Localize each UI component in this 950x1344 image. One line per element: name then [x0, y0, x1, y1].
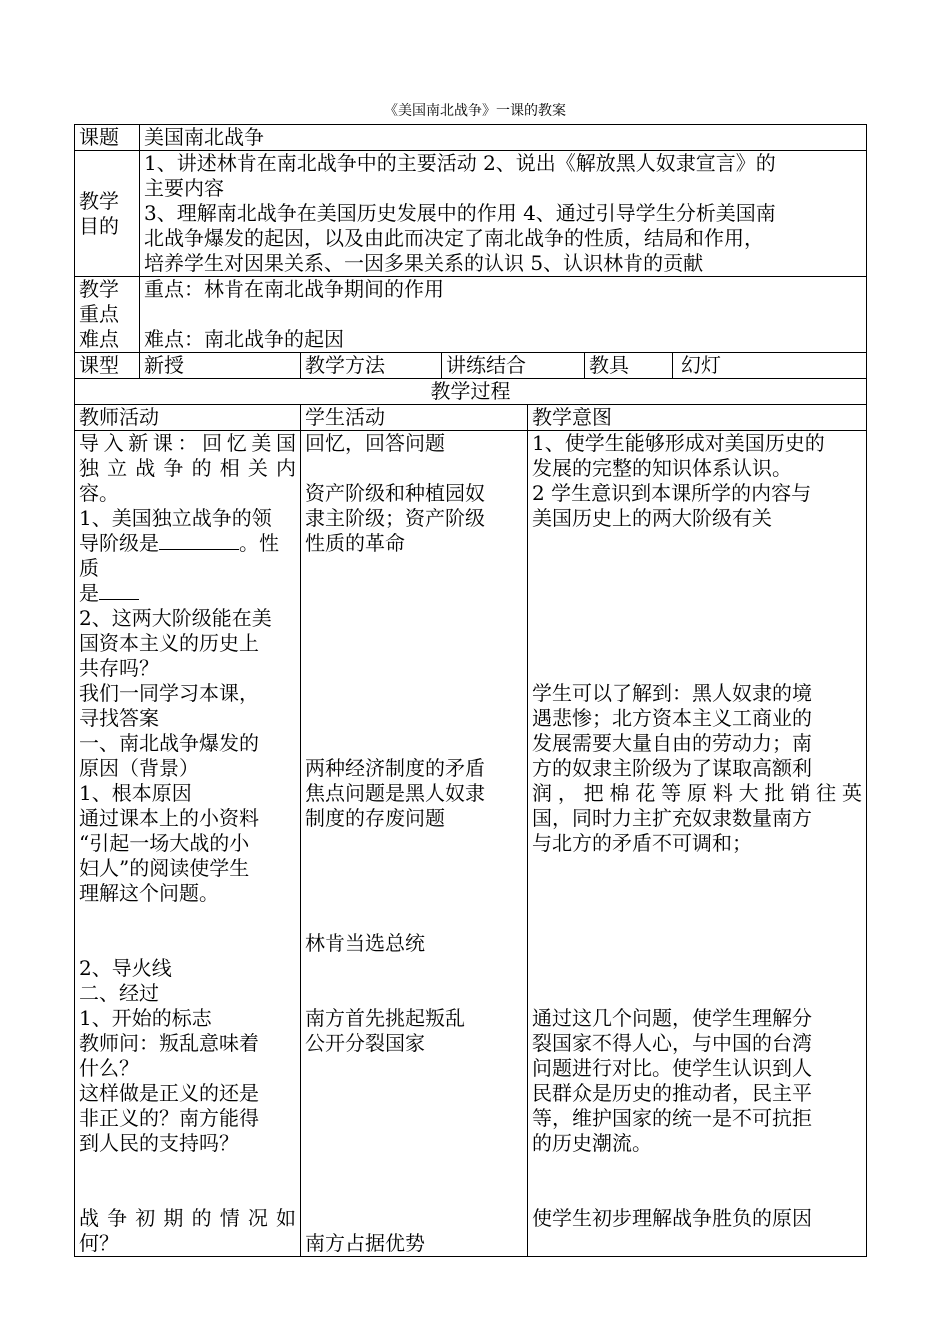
tools-label: 教具 [585, 353, 673, 378]
student-line: 公开分裂国家 [305, 1031, 425, 1055]
teacher-line: 非正义的？南方能得 [79, 1106, 259, 1130]
teacher-text: 。性质 [79, 531, 279, 580]
teacher-line: 国资本主义的历史上 [79, 631, 259, 655]
teacher-line-blank [79, 581, 296, 606]
intent-line: 问题进行对比。使学生认识到人 [532, 1056, 812, 1080]
intent-line: 遇悲惨；北方资本主义工商业的 [532, 706, 812, 730]
intent-line: 裂国家不得人心，与中国的台湾 [532, 1031, 812, 1055]
intent-line: 发展的完整的知识体系认识。 [532, 456, 792, 480]
teacher-line: 2、导火线 [79, 956, 172, 980]
intent-line: 1、使学生能够形成对美国历史的 [532, 431, 825, 455]
tools-value: 幻灯 [681, 353, 721, 377]
teacher-line: 1、美国独立战争的领 [79, 506, 272, 530]
teacher-line: 什么？ [79, 1056, 139, 1080]
difficulty-text: 难点：南北战争的起因 [144, 327, 344, 351]
fill-blank[interactable] [99, 581, 139, 600]
teacher-line: 教师问：叛乱意味着 [79, 1031, 259, 1055]
lesson-type-label: 课型 [75, 353, 140, 379]
key-points-label: 教学重点难点 [75, 277, 140, 353]
goals-content [140, 151, 867, 277]
teacher-text: 是 [79, 581, 99, 605]
topic-value: 美国南北战争 [140, 125, 867, 151]
goals-line-2: 主要内容 [144, 176, 224, 200]
intent-line: 国，同时力主扩充奴隶数量南方 [532, 806, 812, 830]
student-line: 林肯当选总统 [305, 931, 425, 955]
intent-line: 的历史潮流。 [532, 1131, 652, 1155]
goals-line-1: 1、讲述林肯在南北战争中的主要活动 2、说出《解放黑人奴隶宣言》的 [144, 151, 776, 175]
teacher-line: 一、南北战争爆发的 [79, 731, 259, 755]
goals-label: 教学目的 [75, 151, 140, 277]
fill-blank[interactable] [159, 531, 239, 550]
method-value: 讲练结合 [442, 353, 585, 379]
teacher-line: 容。 [79, 481, 119, 505]
intent-line: 润，把棉花等原料大批销往英 [532, 781, 863, 805]
teacher-line: 共存吗？ [79, 656, 159, 680]
goals-line-5: 培养学生对因果关系、一因多果关系的认识 5、认识林肯的贡献 [144, 251, 704, 275]
teacher-line: 理解这个问题。 [79, 881, 219, 905]
student-line: 南方占据优势 [305, 1231, 425, 1255]
key-points-content [140, 277, 867, 353]
teacher-line: 我们一同学习本课， [79, 681, 259, 705]
teacher-line: 2、这两大阶级能在美 [79, 606, 272, 630]
goals-line-3: 3、理解南北战争在美国历史发展中的作用 4、通过引导学生分析美国南 [144, 201, 776, 225]
teacher-line: 寻找答案 [79, 706, 159, 730]
goals-line-4: 北战争爆发的起因，以及由此而决定了南北战争的性质，结局和作用， [144, 226, 764, 250]
student-line: 南方首先挑起叛乱 [305, 1006, 465, 1030]
student-line: 性质的革命 [305, 531, 405, 555]
teacher-line: 通过课本上的小资料 [79, 806, 259, 830]
process-header: 教学过程 [75, 379, 867, 405]
teacher-text: 导阶级是 [79, 531, 159, 555]
focus-text: 重点：林肯在南北战争期间的作用 [144, 277, 444, 301]
student-line: 回忆，回答问题 [305, 431, 445, 455]
teaching-intent [528, 431, 867, 1257]
teacher-line: 何？ [79, 1231, 119, 1255]
method-label: 教学方法 [301, 353, 442, 379]
col-teacher-header: 教师活动 [75, 405, 301, 431]
teacher-line: 1、根本原因 [79, 781, 192, 805]
intent-line: 学生可以了解到：黑人奴隶的境 [532, 681, 812, 705]
intent-line: 通过这几个问题，使学生理解分 [532, 1006, 812, 1030]
teacher-line: 这样做是正义的还是 [79, 1081, 259, 1105]
intent-line: 2 学生意识到本课所学的内容与 [532, 481, 812, 505]
teacher-line: 导入新课：回忆美国 [79, 431, 296, 455]
student-line: 隶主阶级；资产阶级 [305, 506, 485, 530]
teacher-line-blank [79, 531, 296, 581]
teacher-line: 原因（背景） [79, 756, 199, 780]
document-title: 《美国南北战争》一课的教案 [384, 103, 566, 119]
lesson-plan-table [74, 124, 867, 1257]
row-column-headers [75, 405, 867, 431]
row-process-header [75, 379, 867, 405]
row-process-body [75, 431, 867, 1257]
student-line: 制度的存废问题 [305, 806, 445, 830]
teacher-activities [75, 431, 301, 1257]
row-key-points [75, 277, 867, 353]
intent-line: 美国历史上的两大阶级有关 [532, 506, 772, 530]
student-line: 资产阶级和种植园奴 [305, 481, 485, 505]
intent-line: 发展需要大量自由的劳动力；南 [532, 731, 812, 755]
teacher-line: 妇人”的阅读使学生 [79, 856, 250, 880]
row-goals [75, 151, 867, 277]
col-student-header: 学生活动 [301, 405, 528, 431]
intent-line: 与北方的矛盾不可调和； [532, 831, 752, 855]
intent-line: 民群众是历史的推动者，民主平 [532, 1081, 812, 1105]
lesson-type-value: 新授 [140, 353, 301, 379]
student-line: 焦点问题是黑人奴隶 [305, 781, 485, 805]
teacher-line: 1、开始的标志 [79, 1006, 212, 1030]
student-line: 两种经济制度的矛盾 [305, 756, 485, 780]
teacher-line: 二、经过 [79, 981, 159, 1005]
col-intent-header: 教学意图 [528, 405, 867, 431]
teacher-line: 战争初期的情况如 [79, 1206, 296, 1230]
topic-label: 课题 [75, 125, 140, 151]
teacher-line: 到人民的支持吗？ [79, 1131, 239, 1155]
row-topic [75, 125, 867, 151]
row-lesson-type [75, 353, 867, 379]
teacher-line: “引起一场大战的小 [79, 831, 250, 855]
intent-line: 等，维护国家的统一是不可抗拒 [532, 1106, 812, 1130]
intent-line: 使学生初步理解战争胜负的原因 [532, 1206, 812, 1230]
student-activities [301, 431, 528, 1257]
intent-line: 方的奴隶主阶级为了谋取高额利 [532, 756, 812, 780]
teacher-line: 独立战争的相关内 [79, 456, 296, 480]
tools-cell [585, 353, 867, 379]
